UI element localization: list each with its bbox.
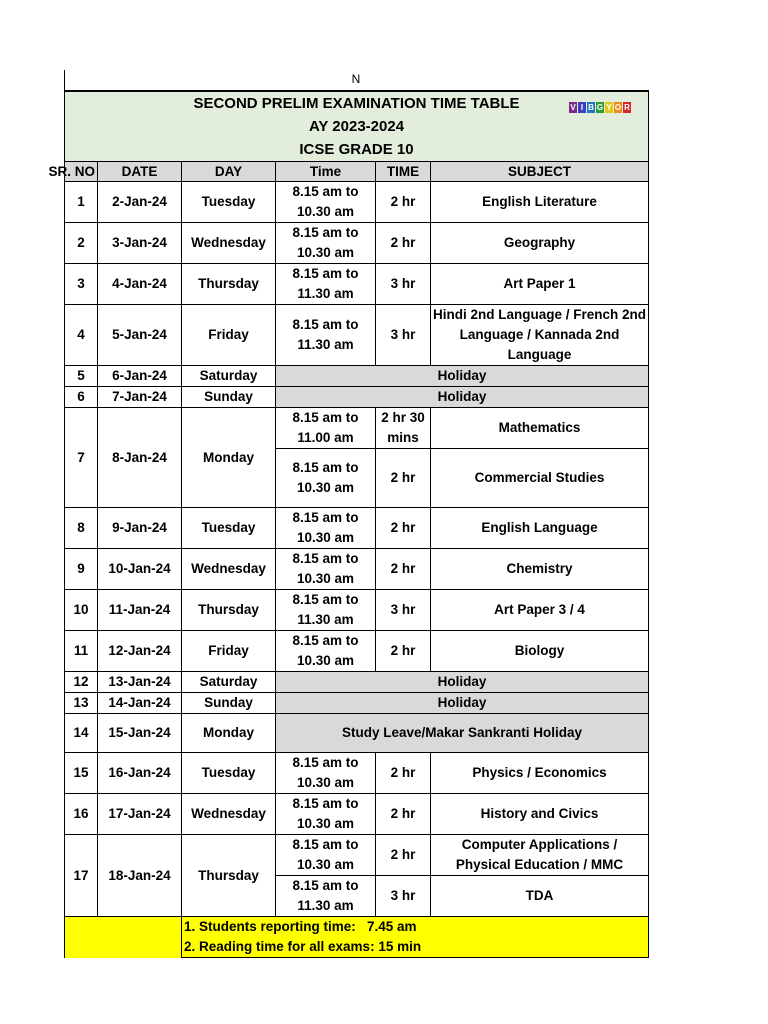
time-cell: 8.15 am to 11.30 am [276, 590, 376, 631]
time-cell: 8.15 am to 10.30 am [276, 794, 376, 835]
sr-no-cell: 2 [65, 223, 98, 264]
logo-letter: I [578, 102, 586, 113]
subject-cell: Art Paper 3 / 4 [431, 590, 649, 631]
holiday-cell: Holiday [276, 387, 649, 408]
date-cell: 17-Jan-24 [98, 794, 182, 835]
duration-cell: 3 hr [376, 876, 431, 917]
date-cell: 6-Jan-24 [98, 366, 182, 387]
subject-cell: Mathematics [431, 408, 649, 449]
duration-cell: 2 hr [376, 223, 431, 264]
time-cell: 8.15 am to 10.30 am [276, 753, 376, 794]
time-cell: 8.15 am to 10.30 am [276, 508, 376, 549]
sr-no-cell: 17 [65, 835, 98, 917]
title-row [65, 91, 649, 162]
table-row [65, 672, 649, 693]
duration-cell: 2 hr [376, 753, 431, 794]
date-cell: 16-Jan-24 [98, 753, 182, 794]
header-duration: TIME [376, 162, 431, 182]
table-row [65, 387, 649, 408]
sr-no-cell: 11 [65, 631, 98, 672]
header-date: DATE [98, 162, 182, 182]
day-cell: Wednesday [182, 549, 276, 590]
title-line-2: AY 2023-2024 [308, 118, 405, 135]
duration-cell: 2 hr [376, 449, 431, 508]
table-row [65, 366, 649, 387]
column-letter: N [351, 72, 361, 86]
logo-letters [564, 102, 636, 113]
day-cell: Friday [182, 631, 276, 672]
date-cell: 5-Jan-24 [98, 305, 182, 366]
time-cell: 8.15 am to 10.30 am [276, 549, 376, 590]
table-row [65, 753, 649, 794]
day-cell: Tuesday [182, 182, 276, 223]
notes-row [65, 937, 649, 958]
date-cell: 18-Jan-24 [98, 835, 182, 917]
subject-cell: Computer Applications / Physical Education / MMC [431, 835, 649, 876]
date-cell: 11-Jan-24 [98, 590, 182, 631]
time-cell: 8.15 am to 10.30 am [276, 223, 376, 264]
sr-no-cell: 8 [65, 508, 98, 549]
sr-no-cell: 14 [65, 714, 98, 753]
duration-cell: 3 hr [376, 590, 431, 631]
notes-blank-cell [65, 917, 182, 938]
subject-cell: Biology [431, 631, 649, 672]
logo-letter: B [588, 103, 594, 112]
subject-cell: English Literature [431, 182, 649, 223]
time-cell: 8.15 am to 10.30 am [276, 182, 376, 223]
sr-no-cell: 6 [65, 387, 98, 408]
day-cell: Sunday [182, 387, 276, 408]
date-cell: 9-Jan-24 [98, 508, 182, 549]
subject-cell: Art Paper 1 [431, 264, 649, 305]
table-row [65, 693, 649, 714]
table-row [65, 549, 649, 590]
sr-no-cell: 5 [65, 366, 98, 387]
date-cell: 3-Jan-24 [98, 223, 182, 264]
subject-cell: Physics / Economics [431, 753, 649, 794]
sr-no-cell: 10 [65, 590, 98, 631]
date-cell: 2-Jan-24 [98, 182, 182, 223]
day-cell: Wednesday [182, 794, 276, 835]
day-cell: Sunday [182, 693, 276, 714]
sr-no-cell: 15 [65, 753, 98, 794]
duration-cell: 3 hr [376, 305, 431, 366]
date-cell: 7-Jan-24 [98, 387, 182, 408]
day-cell: Wednesday [182, 223, 276, 264]
subject-cell: English Language [431, 508, 649, 549]
table-row [65, 631, 649, 672]
date-cell: 12-Jan-24 [98, 631, 182, 672]
time-cell: 8.15 am to 11.30 am [276, 305, 376, 366]
table-row [65, 264, 649, 305]
table-row [65, 794, 649, 835]
date-cell: 8-Jan-24 [98, 408, 182, 508]
vibgyor-logo [564, 102, 636, 122]
notes-row [65, 917, 649, 938]
time-cell: 8.15 am to 10.30 am [276, 449, 376, 508]
duration-cell: 2 hr [376, 794, 431, 835]
date-cell: 10-Jan-24 [98, 549, 182, 590]
notes-blank-cell [65, 937, 182, 958]
table-row [65, 182, 649, 223]
table-row [65, 835, 649, 876]
duration-cell: 2 hr [376, 508, 431, 549]
title-line-3: ICSE GRADE 10 [299, 141, 414, 158]
sr-no-cell: 4 [65, 305, 98, 366]
day-cell: Monday [182, 714, 276, 753]
table-row [65, 508, 649, 549]
header-subject: SUBJECT [431, 162, 649, 182]
time-cell: 8.15 am to 11.30 am [276, 264, 376, 305]
title-cell [65, 91, 649, 162]
duration-cell: 2 hr [376, 549, 431, 590]
time-cell: 8.15 am to 11.00 am [276, 408, 376, 449]
date-cell: 14-Jan-24 [98, 693, 182, 714]
title-line-1: SECOND PRELIM EXAMINATION TIME TABLE [193, 95, 520, 112]
sr-no-cell: 9 [65, 549, 98, 590]
duration-cell: 2 hr [376, 631, 431, 672]
subject-cell: Commercial Studies [431, 449, 649, 508]
subject-cell: TDA [431, 876, 649, 917]
sr-no-cell: 13 [65, 693, 98, 714]
subject-cell: History and Civics [431, 794, 649, 835]
table-row [65, 305, 649, 366]
day-cell: Saturday [182, 366, 276, 387]
logo-letter: O [614, 103, 622, 112]
duration-cell: 2 hr [376, 182, 431, 223]
duration-cell: 3 hr [376, 264, 431, 305]
sr-no-cell: 12 [65, 672, 98, 693]
timetable [48, 90, 649, 958]
date-cell: 15-Jan-24 [98, 714, 182, 753]
duration-cell: 2 hr [376, 835, 431, 876]
time-cell: 8.15 am to 10.30 am [276, 631, 376, 672]
time-cell: 8.15 am to 11.30 am [276, 876, 376, 917]
date-cell: 4-Jan-24 [98, 264, 182, 305]
table-row [65, 223, 649, 264]
holiday-cell: Holiday [276, 672, 649, 693]
day-cell: Friday [182, 305, 276, 366]
duration-cell: 2 hr 30 mins [376, 408, 431, 449]
sr-no-cell: 1 [65, 182, 98, 223]
note-text: 2. Reading time for all exams: 15 min [182, 937, 649, 958]
day-cell: Monday [182, 408, 276, 508]
study-leave-cell: Study Leave/Makar Sankranti Holiday [276, 714, 649, 753]
subject-cell: Hindi 2nd Language / French 2nd Language / Kannada 2nd Language [431, 305, 649, 366]
table-row [65, 408, 649, 449]
sr-no-cell: 7 [65, 408, 98, 508]
header-sr-no: SR. NO [65, 162, 98, 182]
day-cell: Thursday [182, 835, 276, 917]
logo-letter: V [570, 103, 576, 112]
logo-letter: R [624, 103, 630, 112]
subject-cell: Chemistry [431, 549, 649, 590]
day-cell: Thursday [182, 264, 276, 305]
logo-letter: Y [606, 103, 612, 112]
table-row [65, 590, 649, 631]
sr-no-cell: 16 [65, 794, 98, 835]
table-row [65, 714, 649, 753]
sr-no-cell: 3 [65, 264, 98, 305]
day-cell: Tuesday [182, 508, 276, 549]
time-cell: 8.15 am to 10.30 am [276, 835, 376, 876]
subject-cell: Geography [431, 223, 649, 264]
logo-letter: G [596, 103, 604, 112]
day-cell: Tuesday [182, 753, 276, 794]
header-time: Time [276, 162, 376, 182]
header-day: DAY [182, 162, 276, 182]
day-cell: Thursday [182, 590, 276, 631]
holiday-cell: Holiday [276, 693, 649, 714]
header-row [65, 162, 649, 182]
date-cell: 13-Jan-24 [98, 672, 182, 693]
note-text: 1. Students reporting time: 7.45 am [182, 917, 649, 938]
holiday-cell: Holiday [276, 366, 649, 387]
day-cell: Saturday [182, 672, 276, 693]
